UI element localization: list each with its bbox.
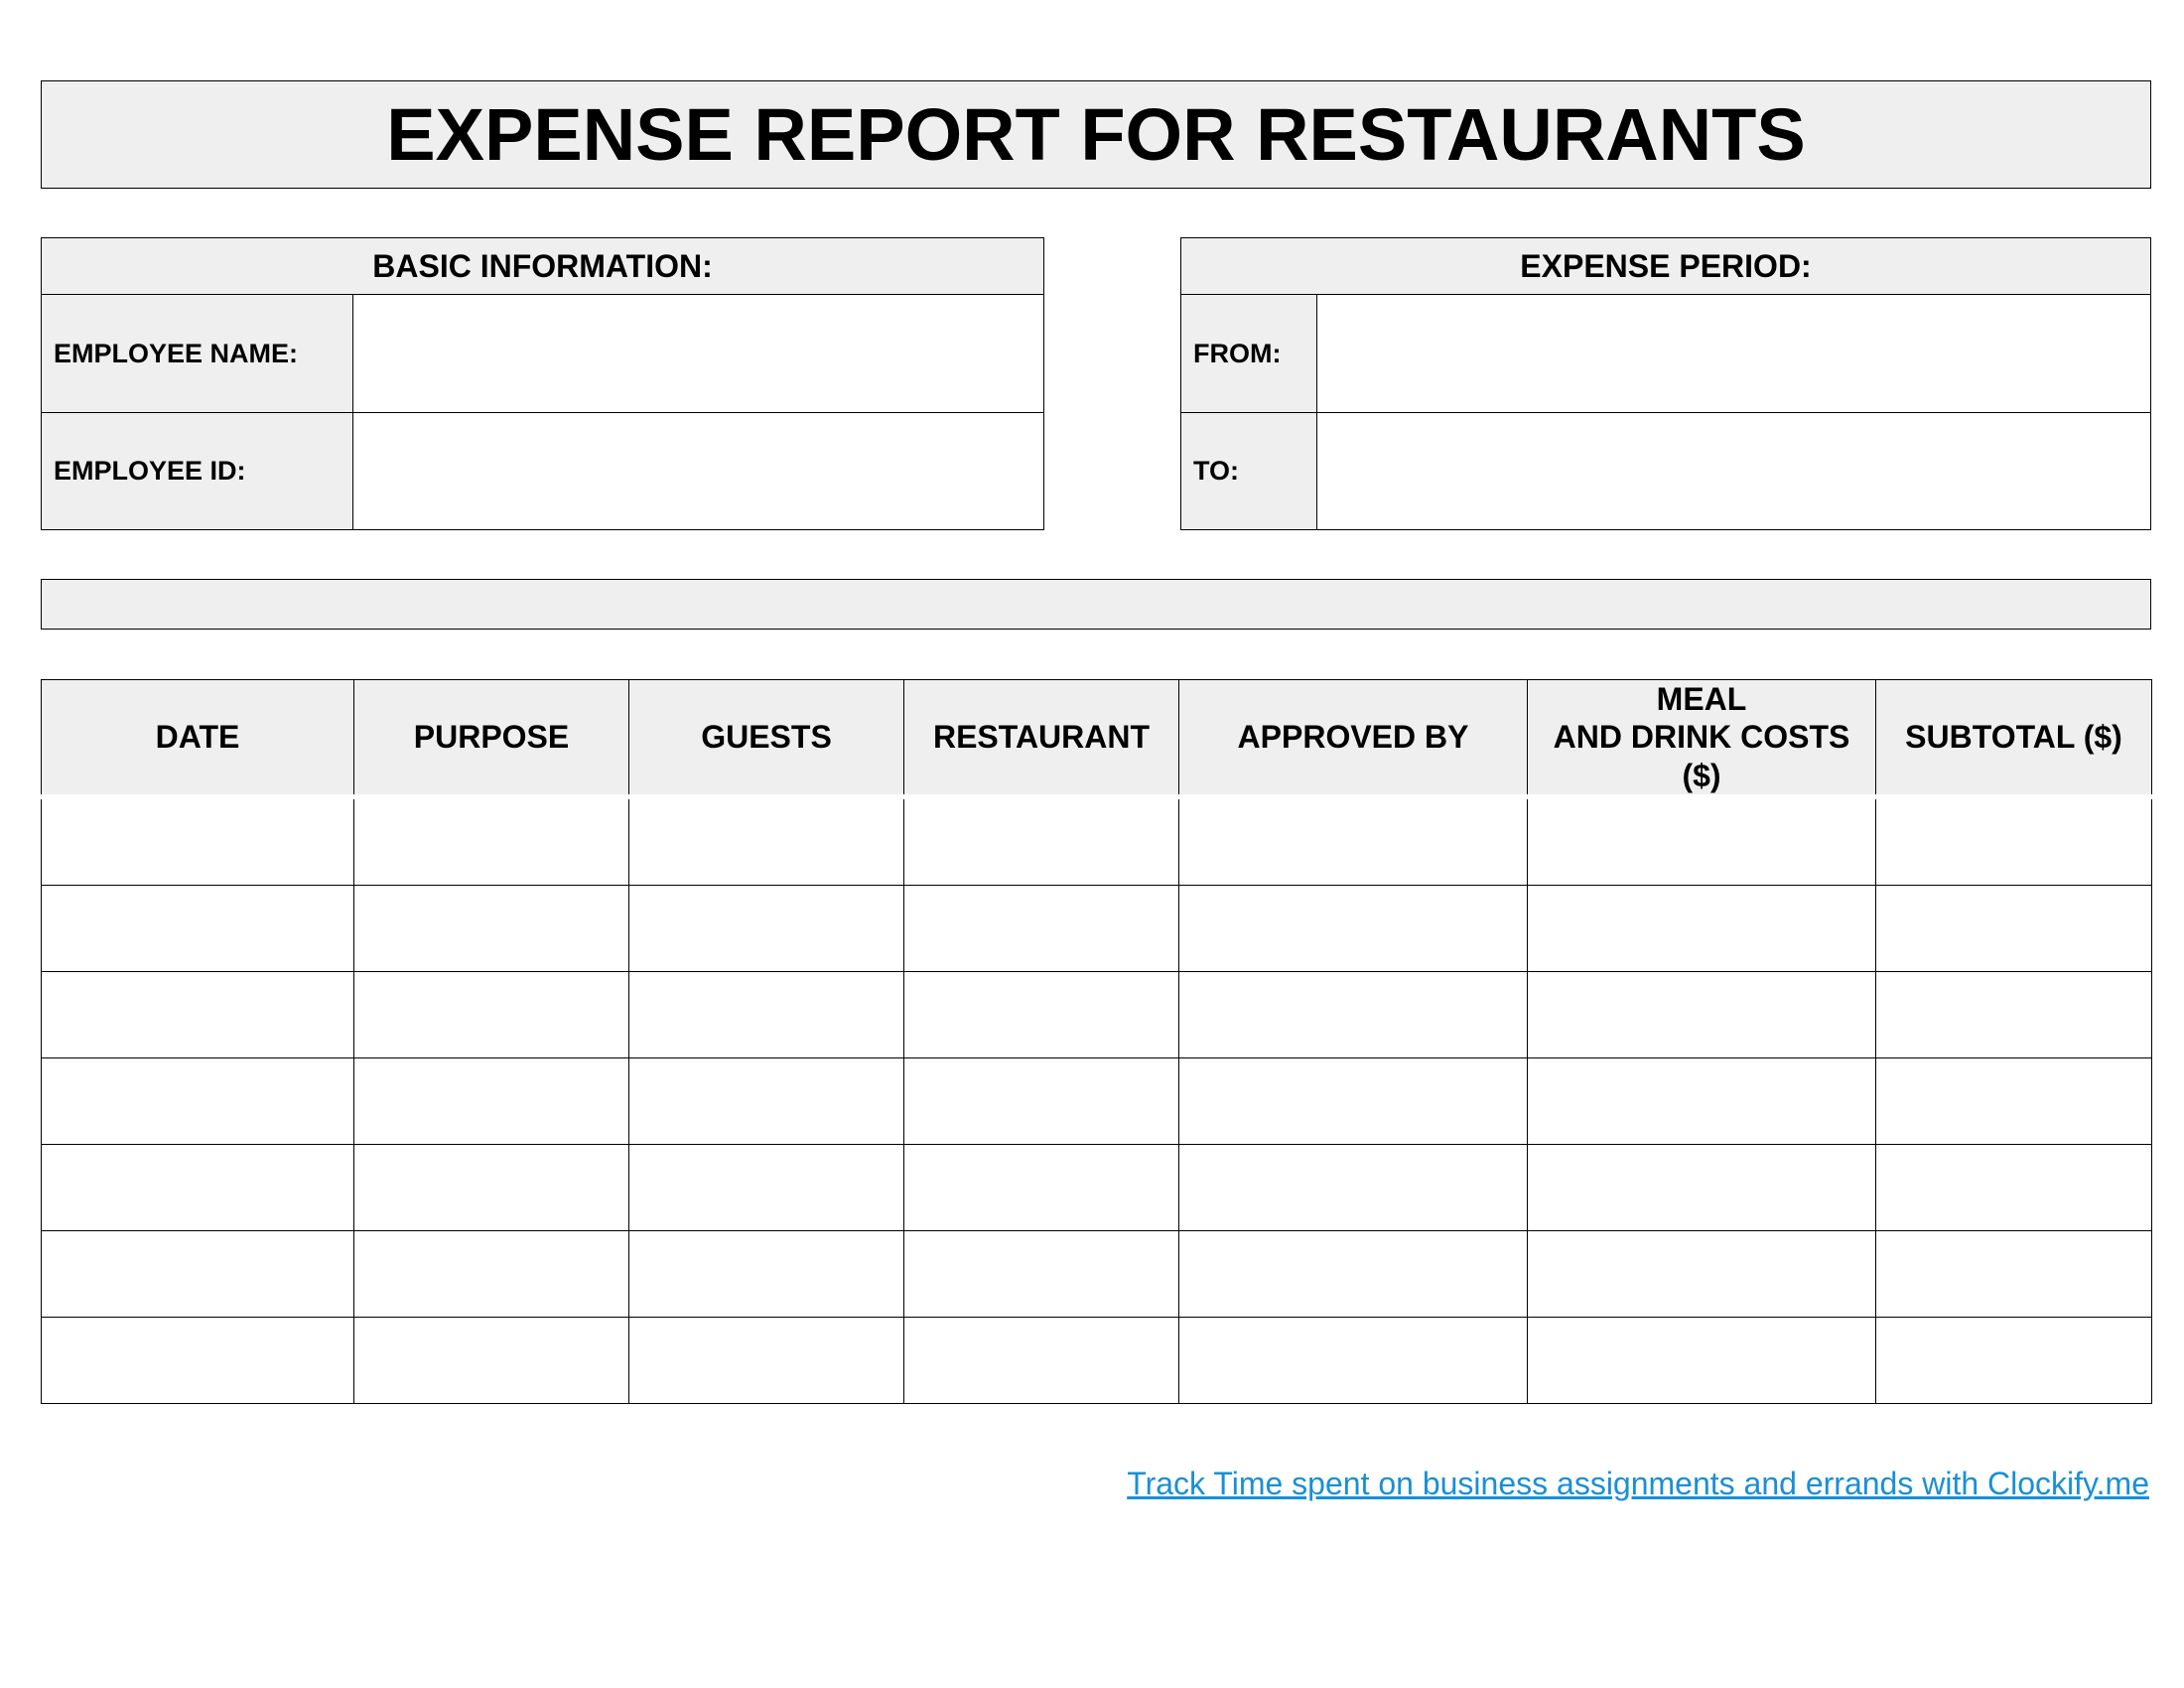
table-cell[interactable]: [1179, 1058, 1528, 1145]
column-header-guests: GUESTS: [629, 680, 904, 797]
table-row: [42, 1058, 2152, 1145]
employee-name-field[interactable]: [353, 295, 1044, 413]
column-header-date: DATE: [42, 680, 354, 797]
table-cell[interactable]: [1528, 1231, 1876, 1318]
table-cell[interactable]: [1876, 1318, 2152, 1404]
table-cell[interactable]: [904, 1145, 1179, 1231]
table-cell[interactable]: [42, 1318, 354, 1404]
to-date-field[interactable]: [1317, 413, 2151, 530]
table-cell[interactable]: [42, 1145, 354, 1231]
table-cell[interactable]: [904, 1058, 1179, 1145]
table-cell[interactable]: [42, 797, 354, 886]
table-cell[interactable]: [1528, 1145, 1876, 1231]
to-label: TO:: [1180, 413, 1317, 530]
employee-name-label: EMPLOYEE NAME:: [41, 295, 353, 413]
report-title: EXPENSE REPORT FOR RESTAURANTS: [386, 93, 1806, 176]
column-header-subtotal: SUBTOTAL ($): [1876, 680, 2152, 797]
column-header-purpose: PURPOSE: [354, 680, 629, 797]
table-cell[interactable]: [42, 1231, 354, 1318]
table-cell[interactable]: [354, 1231, 629, 1318]
employee-id-field[interactable]: [353, 413, 1044, 530]
table-cell[interactable]: [629, 972, 904, 1058]
table-cell[interactable]: [1528, 972, 1876, 1058]
table-cell[interactable]: [354, 886, 629, 972]
table-cell[interactable]: [354, 1318, 629, 1404]
table-cell[interactable]: [1876, 1145, 2152, 1231]
table-cell[interactable]: [904, 972, 1179, 1058]
table-cell[interactable]: [1179, 886, 1528, 972]
table-cell[interactable]: [1528, 1058, 1876, 1145]
table-cell[interactable]: [354, 797, 629, 886]
table-cell[interactable]: [1528, 886, 1876, 972]
table-cell[interactable]: [1179, 797, 1528, 886]
table-cell[interactable]: [629, 1145, 904, 1231]
divider-bar: [41, 579, 2151, 630]
table-cell[interactable]: [629, 1058, 904, 1145]
table-cell[interactable]: [904, 797, 1179, 886]
table-cell[interactable]: [629, 797, 904, 886]
table-cell[interactable]: [42, 972, 354, 1058]
table-cell[interactable]: [354, 1145, 629, 1231]
table-cell[interactable]: [42, 1058, 354, 1145]
table-row: [42, 1318, 2152, 1404]
table-cell[interactable]: [629, 1318, 904, 1404]
column-header-restaurant: RESTAURANT: [904, 680, 1179, 797]
column-header-approved-by: APPROVED BY: [1179, 680, 1528, 797]
expense-period-header: EXPENSE PERIOD:: [1180, 237, 2151, 295]
table-cell[interactable]: [354, 1058, 629, 1145]
employee-id-label: EMPLOYEE ID:: [41, 413, 353, 530]
table-cell[interactable]: [354, 972, 629, 1058]
from-label: FROM:: [1180, 295, 1317, 413]
from-date-field[interactable]: [1317, 295, 2151, 413]
table-cell[interactable]: [42, 886, 354, 972]
table-row: [42, 797, 2152, 886]
table-cell[interactable]: [904, 886, 1179, 972]
table-cell[interactable]: [1876, 972, 2152, 1058]
table-cell[interactable]: [1528, 1318, 1876, 1404]
report-title-box: [41, 80, 2151, 189]
table-row: [42, 972, 2152, 1058]
table-cell[interactable]: [1876, 797, 2152, 886]
table-cell[interactable]: [1876, 1058, 2152, 1145]
table-cell[interactable]: [629, 1231, 904, 1318]
table-cell[interactable]: [1876, 1231, 2152, 1318]
column-header-meal-drink-costs: MEAL AND DRINK COSTS ($): [1528, 680, 1876, 797]
basic-information-header: BASIC INFORMATION:: [41, 237, 1044, 295]
table-header-row: [42, 680, 2152, 797]
table-cell[interactable]: [1179, 972, 1528, 1058]
expense-table: [41, 679, 2152, 1404]
table-row: [42, 886, 2152, 972]
table-cell[interactable]: [1179, 1318, 1528, 1404]
table-cell[interactable]: [1876, 886, 2152, 972]
table-cell[interactable]: [1179, 1145, 1528, 1231]
clockify-link[interactable]: Track Time spent on business assignments and errands with Clockify.me: [1127, 1466, 2149, 1501]
table-row: [42, 1145, 2152, 1231]
table-cell[interactable]: [904, 1231, 1179, 1318]
table-cell[interactable]: [904, 1318, 1179, 1404]
table-cell[interactable]: [629, 886, 904, 972]
table-row: [42, 1231, 2152, 1318]
table-cell[interactable]: [1179, 1231, 1528, 1318]
table-cell[interactable]: [1528, 797, 1876, 886]
